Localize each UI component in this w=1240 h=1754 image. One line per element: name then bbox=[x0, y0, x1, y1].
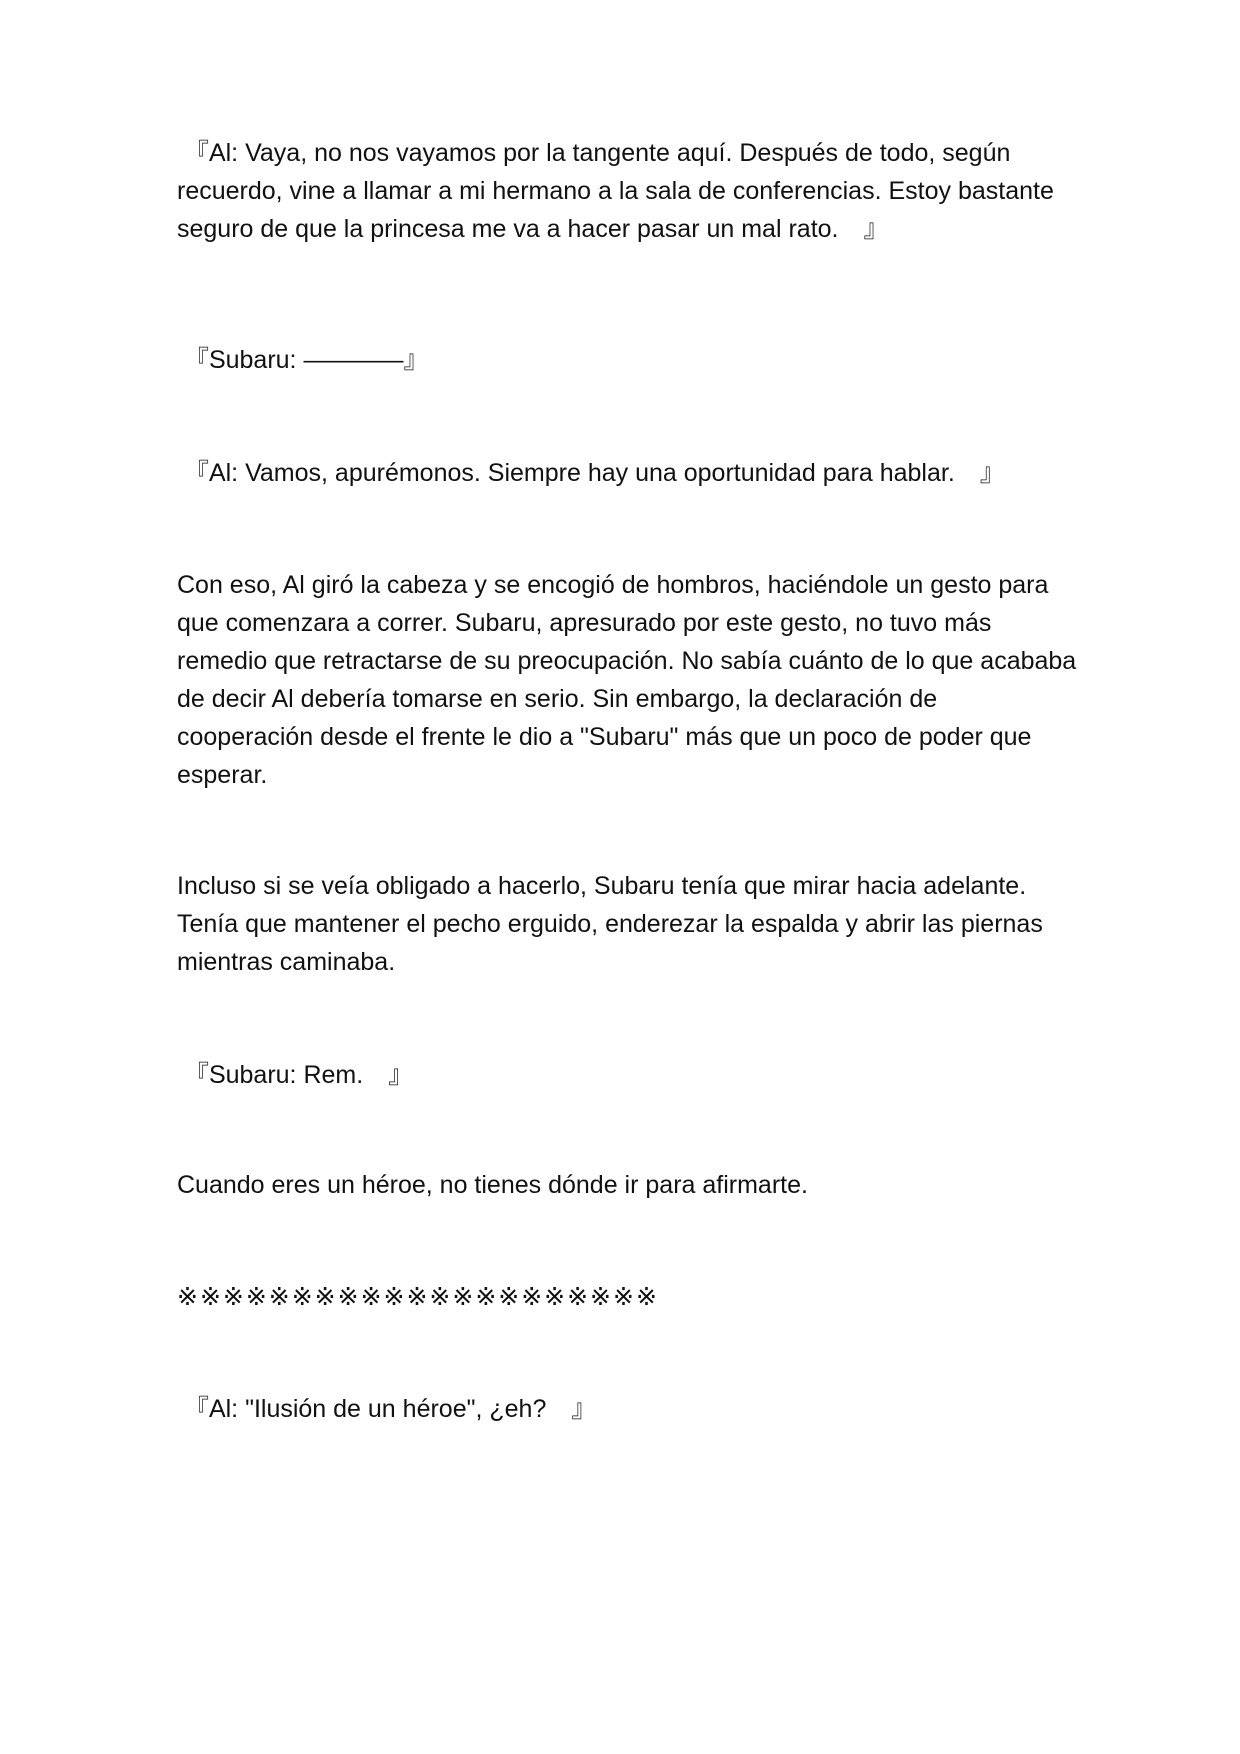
dialogue-subaru-silence: 『Subaru: ————』 bbox=[177, 346, 429, 374]
narration-hero-line: Cuando eres un héroe, no tienes dónde ir para afirmarte. bbox=[177, 1171, 808, 1199]
narration-paragraph-look-ahead: Incluso si se veía obligado a hacerlo, Subaru tenía que mirar hacia adelante. Tenía que mantener el pecho erguido, enderezar la espalda y abrir las piernas mientras caminaba. bbox=[177, 872, 1043, 976]
scene-separator: ※※※※※※※※※※※※※※※※※※※※※ bbox=[177, 1283, 659, 1311]
narration-paragraph-al-gesture: Con eso, Al giró la cabeza y se encogió de hombros, haciéndole un gesto para que comenzara a correr. Subaru, apresurado por este gesto, no tuvo más remedio que retractarse de su preocupación. No sabía cuánto de lo que acababa de decir Al debería tomarse en serio. Sin embargo, la declaración de cooperación desde el frente le dio a "Subaru" más que un poco de poder que esperar. bbox=[177, 571, 1077, 789]
dialogue-al-tangent: 『Al: Vaya, no nos vayamos por la tangente aquí. Después de todo, según recuerdo, vine a llamar a mi hermano a la sala de conferencias. Estoy bastante seguro de que la princesa me va a hacer pasar un mal rato. 』 bbox=[177, 139, 1061, 243]
dialogue-subaru-rem: 『Subaru: Rem. 』 bbox=[177, 1061, 414, 1089]
dialogue-al-hurry: 『Al: Vamos, apurémonos. Siempre hay una oportunidad para hablar. 』 bbox=[177, 459, 1005, 487]
dialogue-al-illusion: 『Al: "Ilusión de un héroe", ¿eh? 』 bbox=[177, 1395, 597, 1423]
